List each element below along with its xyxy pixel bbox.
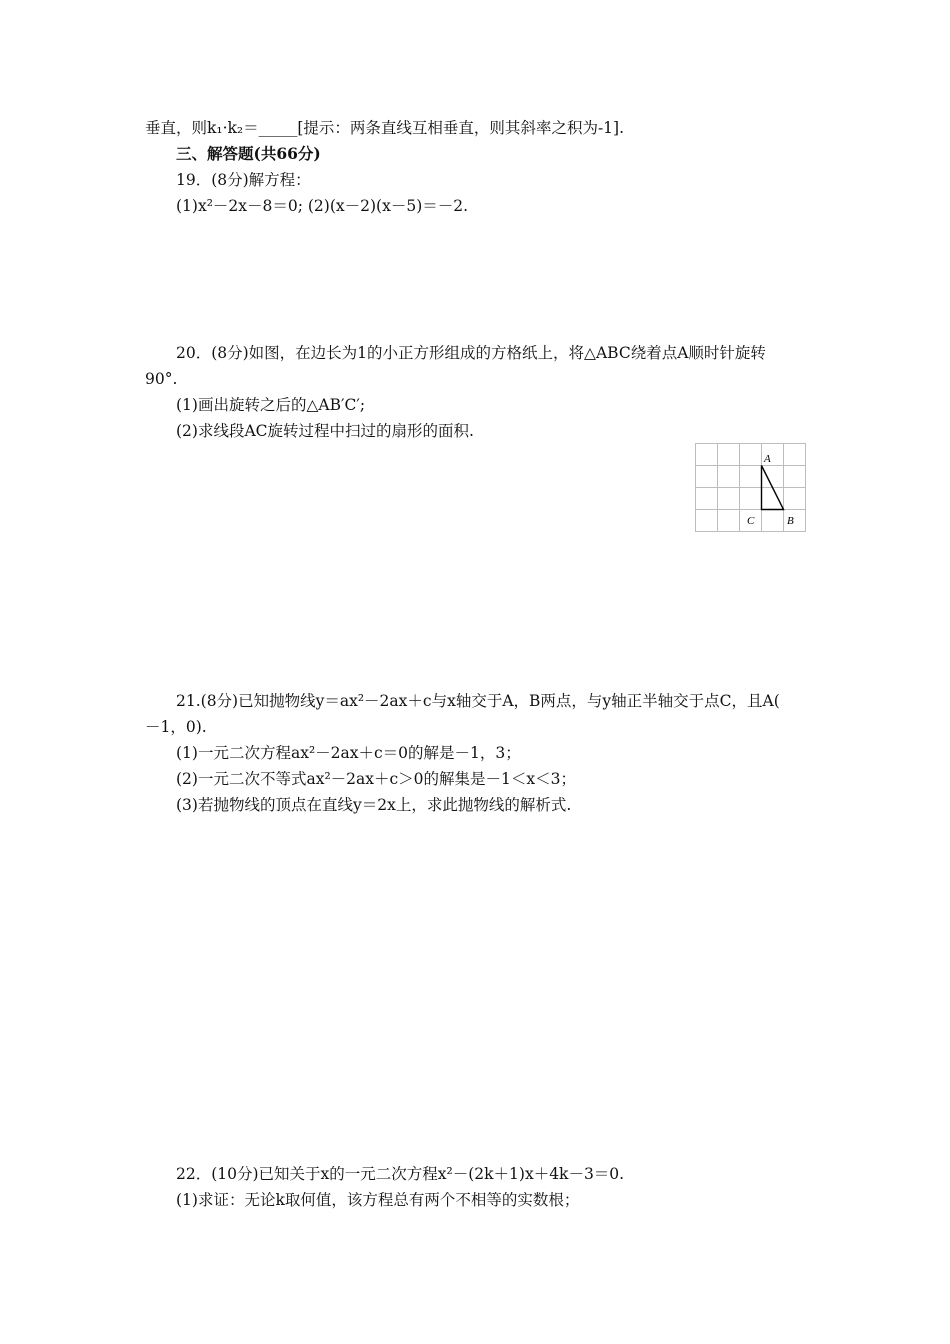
section-heading: 三、解答题(共66分) [176, 144, 321, 163]
label-a: A [764, 453, 771, 465]
q19-equations: (1)x²－2x－8＝0; (2)(x－2)(x－5)＝－2. [176, 197, 469, 215]
q20-line1: 20．(8分)如图，在边长为1的小正方形组成的方格纸上，将△ABC绕着点A顺时针旋转 [176, 344, 766, 362]
q20-line2: 90°. [145, 370, 178, 388]
q20-grid-figure [695, 443, 806, 532]
q21-line1: 21.(8分)已知抛物线y＝ax²－2ax＋c与x轴交于A，B两点，与y轴正半轴交于点C，且A( [176, 692, 780, 710]
q21-part3: (3)若抛物线的顶点在直线y＝2x上，求此抛物线的解析式. [176, 796, 572, 814]
q18-continuation: 垂直，则k₁·k₂＝_____[提示：两条直线互相垂直，则其斜率之积为-1]. [145, 119, 625, 137]
label-b: B [787, 515, 794, 527]
q20-part1: (1)画出旋转之后的△AB′C′; [176, 396, 366, 414]
q22-part1: (1)求证：无论k取何值，该方程总有两个不相等的实数根； [176, 1191, 580, 1209]
q20-part2: (2)求线段AC旋转过程中扫过的扇形的面积. [176, 422, 474, 440]
label-c: C [747, 515, 755, 527]
q21-part1: (1)一元二次方程ax²－2ax＋c＝0的解是－1，3； [176, 744, 521, 762]
q19-title: 19．(8分)解方程： [176, 171, 311, 189]
q21-part2: (2)一元二次不等式ax²－2ax＋c＞0的解集是－1＜x＜3； [176, 770, 577, 788]
q21-line2: －1，0). [145, 718, 207, 736]
q22-line1: 22．(10分)已知关于x的一元二次方程x²－(2k＋1)x＋4k－3＝0. [176, 1165, 625, 1183]
